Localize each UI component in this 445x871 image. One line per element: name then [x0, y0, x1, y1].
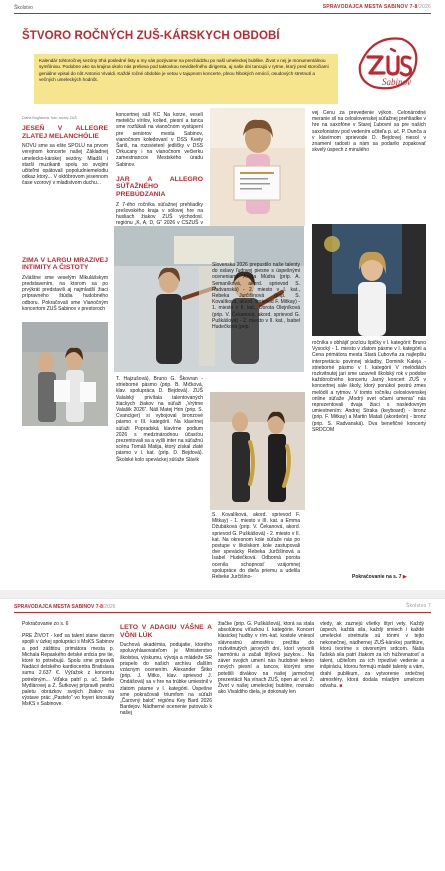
header-publication-2 — [14, 604, 115, 610]
column-3-text — [212, 262, 300, 330]
page-number-2: 7 — [428, 603, 431, 609]
header-pub-name-2: SPRAVODAJCA MESTA SABINOV — [14, 604, 95, 610]
continued-label: Pokračovanie zo s. 6 — [22, 621, 69, 627]
right-paragraph-cont: ročníka v obhájiť pozíciu špičky v I. kategórii: Bruno Vysocký - 1. miesto v zlatom pásme v I. kategórii a Cena primátora mesta Stará Ľubovňa za najlepšiu interpretáciu povinnej skladby, Dominik Kaleja - strieborné pásmo v I. kategórii V melódiách rozkvitnutej jari sme uzavreli školský rok v podobe každoročného koncertu Jarný koncert ZUŠ v koncertnej sále školy, ktorý ponúkol pestrú zmes melódií a rytmov. V tomto ročníku celoslovenskej online súťaže „Modrý svet očami umenia“ nás reprezentovali dvaja žiaci s nasledovným umiestnením: Andrej Straka (keyboard) - bronz (prip. F. Mitkay) a Martin Mataš (akordeón) - bronz (prip. S. Radvanská). Dva benefičné koncerty SRDCOM — [312, 340, 426, 433]
continue-link[interactable] — [352, 574, 407, 580]
column-3-bottom — [212, 512, 300, 580]
p2-paragraph-4-text: vtedy, ak zaznejú všetky štyri vety. Každý úspech, každá sila, každý smiech i každé umelecké stretnutie sú tónmi v tejto nekonečnej, nádhernej ZUŠ-kárskej partitúre, ktorú tvoríme s otvoreným srdcom. Naša ľudská sila patrí žiakom za ich húževnatosť a talent, učiteľom za ich trpezlivé vedenie a inšpiráciu, ktorou formujú mladé talenty a vám, drahí publikum, za vytvorenie srdečnej atmosféry, ktorá dodala mladým umelcom odvahu. — [320, 621, 424, 690]
photo-students-left — [22, 322, 108, 426]
header-divider — [14, 13, 431, 14]
photo-saxophone-duo — [210, 392, 305, 510]
column-4-bottom — [312, 340, 426, 433]
spring-paragraph-cont: T. Hajzušová), Bruno G. Škovran - strieborné pásmo (prip. B. Mičková, klav. spolupráca D. Bejdová). ZUŠ Valalský privítala talentovaných žiackych žiakov na súťaži „Vrýtme Valašik 2026“. Náš Matej Hrin (prip. S. Cvanciger) si vybojoval bronzové pásmo v III. kategórii. Na klavírnej súťaži Popradská klavírne podium 2026 s medzinárodnou účasťou prezentovali sa a vyšli inter na súťažnú scénu Tomáš Matija, ktorý získal zlaté pásmo v I. kat. (prip. D. Bejdová). Školské kolo speváckej súťaže Slávik — [116, 376, 203, 463]
header-year-2: /2026 — [102, 604, 116, 610]
end-mark-icon: ■ — [339, 683, 343, 690]
photo-caption: Diana Bogľarová, foto: archív ZUŠ — [22, 116, 77, 120]
header-section-2 — [406, 603, 431, 609]
header-pub-name: SPRAVODAJCA MESTA SABINOV — [322, 4, 409, 10]
caption-violin — [116, 376, 203, 463]
right-paragraph: vej Cenu za prevedenie výkon. Celonárodné meranie sil na celoslovenskej súťažnej prehliadke v hre na saxofóne v Starej Ľubovni sa pre našich saxofonistov pod vedením učiteľa p. uč. P. Dunča a v klavírnom sprievode D. Bejdovej niesol v znamení radosti a nám sa podarilo zopakovať skvelý úspech z minulého — [312, 110, 426, 154]
article-intro: Kalendár tohtoročnej sezóny trhá posledné listy a my vás pozývame na prechádzku po naší umeleckej bublike. Život v nej je monumentálnou symfóniou. Podobne ako sa krajina okolo nás prelieva pod taktovkou neviditeľného dirigenta, aj naše dni tancujú v rytme, ktorý pred storočiami geniálne vpisal do nôt Antonio Vivaldi. Každé ročné obdobie je vetou v tajupnom koncerte, plnou hlbokých emócií, osudových stretnutí a večných umeleckých hodnôt. — [34, 54, 338, 104]
column-1 — [22, 122, 108, 312]
page-separator — [0, 590, 445, 598]
header-issue: 7-8 — [409, 4, 418, 10]
photo-girl-diploma — [210, 108, 305, 226]
p2-paragraph-4 — [320, 621, 424, 689]
photo-girl-singer — [312, 224, 426, 336]
article-title: ŠTVORO ROČNÝCH ZUŠ-KÁRSKYCH OBDOBÍ — [22, 30, 280, 42]
section-heading-winter: ZIMA V LARGU MRAZIVEJ INTIMITY A ČISTOTY — [22, 256, 108, 272]
header-issue-2: 7-8 — [95, 604, 103, 610]
arrow-right-icon: ▶ — [402, 574, 407, 580]
winter-paragraph: Zvláštne sme veselým Mikulášskym predstavením, na ktorom sa po prvýkrát predstavili aj najmladší žiaci prípravného štúdia hudobného odboru. Pokračovali sme Vianočným koncertom ZUŠ Sabinov v prestoroch — [22, 274, 108, 312]
p2-paragraph-1: PRE ŽIVOT - keď sa talent stane darom spojili v úzkej spolupráci s MsKS Sabinov a pod záštitou primátora mesta p. Michala Repaského detské srdcia pre tie, ktoré to potrebujú. Spolu sme pripravili Nadácii detského kardiocentra Bratislava sumu 2.637 €. Výťažok z koncertu potrebným... Vďaka patrí p. uč. Stelle Mydlárovej a Z. Šutkovej prípravili pestrú paletu obrázkov svojich žiakov na výstave prác „Pastelo“ vo foyeri kinosály MsKS v Sabinove. — [22, 633, 114, 708]
continue-text: Pokračovanie na s. 7 — [352, 574, 402, 580]
spring-paragraph: Z 7-ého ročníka súťažnej prehliadky prešovského kraja v sólovej hre na husliach žiakov ZUŠ východosl. regiónu „K, A, D, G“ 2026 v CSZUŠ v — [116, 201, 203, 227]
section-heading-summer: LETO V ADAGIU VÁŠNE A VÔNI LÚK — [120, 624, 212, 639]
p2-column-1 — [22, 621, 114, 708]
header-year: /2026 — [417, 4, 431, 10]
section-heading-spring: JAR A ALLEGRO SÚŤAŽNÉHO PREBÚDZANIA — [116, 175, 203, 199]
autumn-paragraph: NOVU sme sa ešte SPOLU na prvom verejnom koncerte našej Základnej umelecko-kárskej sezóny. Mladší i starší muzikanti spolu so svojimi učiteľmi opätovali popoludniemelodiu odkaz ktorý... V októbrovom jesennom čase vzorový v mladistvom duchu... — [22, 143, 108, 187]
header-section-label-2: Školstvo — [405, 603, 427, 609]
header-section: Školstvo — [14, 5, 33, 11]
column-4 — [312, 110, 426, 153]
p2-column-2 — [120, 621, 212, 717]
svg-text:Sabinov: Sabinov — [382, 77, 411, 87]
p2-paragraph-3: žiačke (prip. G. Puškášová), ktorá sa stala absolútnou víťazkou I. kategórie. Koncert klasickej hudby v rím.-kat. kostole vniesol slávnostnú atmosféru prežitia do rozkvitnutých jarových dní, ktorí vytvorili harmóniu a začali štýlovú jazykov... Na záver svojich umení nás hudobné teleso nových piesní a tancov, ktorými sme potešili divákov na našej jarmočnej prezentácii Na vínach ZUŠ, open air vol. 2. Život v našej umeleckej bubline, rovnako ako Vivaldiho diela, je dokonaly len — [218, 621, 314, 696]
header-publication — [323, 4, 431, 10]
slovakia-paragraph-cont: S. Kovalíková, akord. sprievod F. Mitkay) - 1. miesto v III. kat. a Emma Džubáková (prip. V. Čekanová, akord. sprievod G. Puškášová) - 2. miesto v II. kat. Na okresnom kole súťaže nás po postupe v školskom kole zastupovali dve spevácky Rebeka Jurčišinová a Isabel Hudečková. Odborná porota ocenila schopnosť vzájomnej spolupráce do dieľa priemu a udelila Rebeke Jurčišino- — [212, 512, 300, 581]
p2-paragraph-2: Duchová akadémia, podujatie, ktorého spoluvyhlasovateľom je Ministerstvo školstva, výskumu, vývoja a mládeže SR prispelo do našich archívu ďalším vzácnym ocenením. Alexander Šitko (prip. J. Mitko, klav. sprievod J. Ondášová) sa v hre na trúbke umiestnil v zlatom pásme v I. kategórii. Úspešne sme pokračovali triumfom na súťaži „Čarovný balot“ regiónu Key Bard 2026 Bardejov. Nádherné ocenenie putovalo k našej — [120, 642, 212, 717]
header-divider-2 — [14, 612, 431, 613]
zus-logo — [352, 27, 424, 99]
p2-column-3 — [218, 621, 314, 695]
autumn-paragraph-cont: koncertnej sálí KC Na korze, veselí meteliču vírilov, kolied, piesní a tanca sme rozfúkali na vianočnom vystúpení pre seniorov mesta Sabinov, vianočnom koledovaní v DSS Kvety Šariš, na rozsvietení jedličky v DSS Orkucany i na vianočnom večierku zamestnancov Mestského úradu Sabinov. — [116, 112, 203, 168]
page-right — [0, 598, 445, 871]
p2-column-4 — [320, 621, 424, 689]
section-heading-autumn: JESEŇ V ALLEGRE ZLATEJ MELANCHÓLIE — [22, 125, 108, 140]
slovakia-paragraph: Slovenska 2026 prepustilo naše talenty do oslavy ľudovej piesne s úspešnými oceneniami: Aneta Múdra (prip. A. Semaníková, akord. sprievod S. Radvanská) - 2. miesto v I. kat., Rebeka Jurčišinová (prip. S. Kovalíková, akord. sprievod F. Mitkay) - 1. miesto v II. kat., Dorota Olejníková (prip. V. Čekanová, akord. sprievod G. Puškášová) - 2. miesto v II. kat., Isabel Hudečková (prip. — [212, 262, 300, 331]
